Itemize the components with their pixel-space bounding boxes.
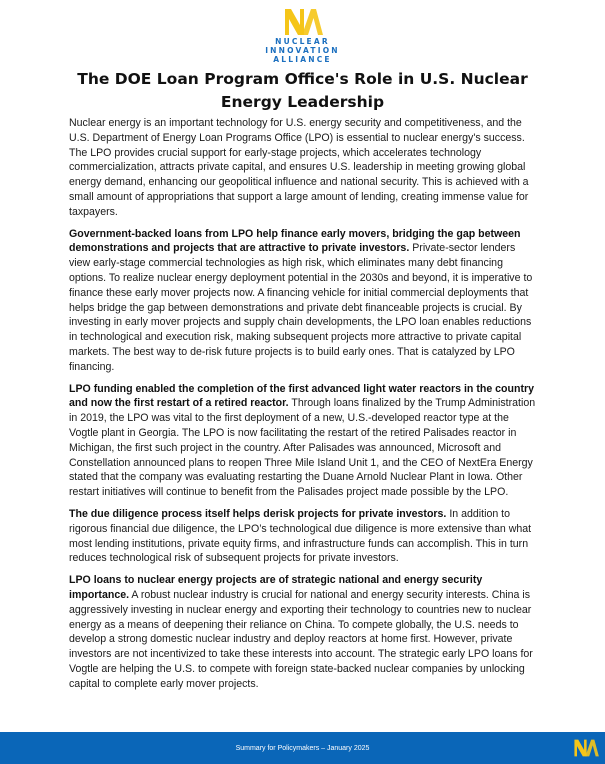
logo-wordmark <box>0 37 605 64</box>
footer-bar <box>0 732 605 764</box>
section-paragraph <box>69 573 537 691</box>
document-body <box>69 116 537 698</box>
logo-line-3: ALLIANCE <box>273 55 332 64</box>
intro-paragraph: Nuclear energy is an important technology for U.S. energy security and competitiveness, and the U.S. Department of Energy Loan Programs Office (LPO) is essential to nuclear energy's success. The LPO provides crucial support for early-stage projects, which accelerates technology commercialization, attracts private capital, and ensures U.S. leadership in meeting growing global energy demand, enhancing our geopolitical influence and national security. This is achieved with a small amount of appropriations that support a large amount of lending, creating immense value for taxpayers. <box>69 117 529 218</box>
footer-logo-icon <box>573 739 599 757</box>
section-heading: LPO loans to nuclear energy projects are of strategic national and energy security importance. <box>69 574 483 601</box>
section-paragraph <box>69 227 537 375</box>
section-body: In addition to rigorous financial due diligence, the LPO’s technological due diligence is more extensive than what most lending institutions, private equity firms, and infrastructure funds can accomplish. This in turn reduces technological risk of subsequent projects for private investors. <box>69 507 532 565</box>
section-body: Private-sector lenders view early-stage commercial technologies as high risk, which eliminates many debt financing options. To realize nuclear energy deployment potential in the 2030s and beyond, it is imperative to finance these early mover projects now. A financing vehicle for initial commercial deployments that helps bridge the gap between demonstrations and private debt financeable projects is crucial. By investing in early mover projects and supply chain developments, the LPO loan enables reductions in technological and execution risk, making subsequent projects more attractive to private capital markets. The best way to de-risk future projects is to build early ones. That is catalyzed by LPO financing. <box>69 242 533 373</box>
section-body: Through loans finalized by the Trump Administration in 2019, the LPO was vital to the first deployment of a new, U.S.-developed reactor type at the Vogtle plant in Georgia. The LPO is now facilitating the restart of the retired Palisades reactor in Michigan, the first such project in the country. After Palisades was announced, Microsoft and Constellation announced plans to reopen Three Mile Island Unit 1, and the CEO of NextEra Energy stated that the company was evaluating restarting the Duane Arnold Nuclear Plant in Iowa. Other restart initiatives will continue to benefit from the Palisades project made possible by the LPO. <box>69 397 536 499</box>
footer-text: Summary for Policymakers – January 2025 <box>235 745 370 752</box>
nia-logo-mark-icon <box>283 8 323 36</box>
section-heading: LPO funding enabled the completion of the first advanced light water reactors in the country and now the first restart of a retired reactor. <box>69 382 535 410</box>
section-paragraph <box>69 382 537 500</box>
logo-line-2: INNOVATION <box>265 46 340 55</box>
section-heading: Government-backed loans from LPO help finance early movers, bridging the gap between demonstrations and projects that are attractive to private investors. <box>69 227 521 255</box>
section-paragraph <box>69 507 537 566</box>
nia-logo <box>0 8 605 64</box>
page-title: The DOE Loan Program Office's Role in U.S. Nuclear Energy Leadership <box>77 70 528 111</box>
logo-line-1: NUCLEAR <box>275 37 330 46</box>
section-heading: The due diligence process itself helps derisk projects for private investors. <box>69 507 447 520</box>
section-body: A robust nuclear industry is crucial for national and energy security interests. China is aggressively investing in nuclear energy and exporting their technology to countries new to nuclear energy as a means of deepening their reliance on China. To compete globally, the U.S. needs to develop a strong domestic nuclear industry and deploy reactors at home first. However, private investors are not incentivized to take these interests into account. The strategic early LPO loans for Vogtle are helping the U.S. to compete with foreign state-backed nuclear companies by unlocking capital to complete early mover projects. <box>69 588 533 690</box>
